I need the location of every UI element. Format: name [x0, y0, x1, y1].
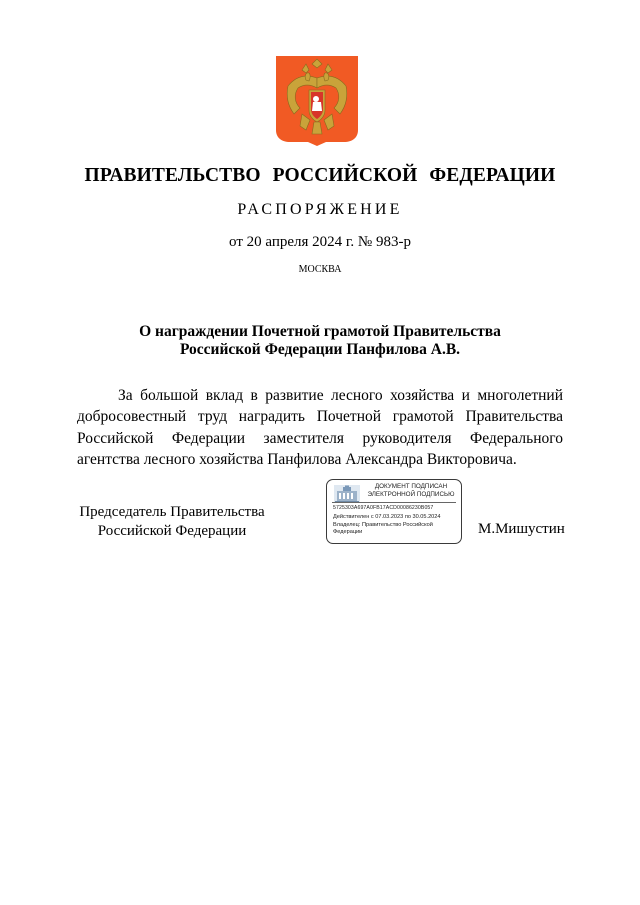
electronic-signature-stamp: [326, 479, 462, 544]
document-date: 20 апреля 2024 г.: [246, 234, 355, 250]
signatory-name: М.Мишустин: [478, 521, 565, 537]
number-label: №: [357, 234, 373, 250]
subject-line-1: О награждении Почетной грамотой Правительства: [139, 323, 501, 340]
document-body: [77, 385, 563, 470]
russian-coat-of-arms-icon: [276, 56, 358, 146]
subject-line-2: Российской Федерации Панфилова А.В.: [179, 341, 461, 358]
document-date-line: [0, 234, 640, 251]
date-prefix: от: [229, 234, 243, 250]
body-paragraph: За большой вклад в развитие лесного хозяйства и многолетний добросовестный труд наградить Почетной грамотой Правительства Российской Федерации заместителя руководителя Федерального агентства лесного хозяйства Панфилова Александра Викторовича.: [77, 387, 563, 468]
government-building-icon: [334, 485, 360, 503]
signatory-position: [70, 503, 274, 540]
document-subject: [0, 323, 640, 359]
document-number: 983-р: [375, 234, 411, 250]
certificate-owner: Владелец: Правительство Российской Федерации: [333, 522, 433, 535]
stamp-divider: [332, 502, 456, 503]
government-title: ПРАВИТЕЛЬСТВО РОССИЙСКОЙ ФЕДЕРАЦИИ: [84, 165, 556, 186]
position-line-2: Российской Федерации: [97, 522, 247, 539]
document-type: РАСПОРЯЖЕНИЕ: [237, 201, 403, 218]
coat-of-arms-emblem: [276, 56, 358, 146]
position-line-1: Председатель Правительства: [79, 504, 265, 520]
stamp-title: [362, 483, 460, 499]
certificate-validity: Действителен с 07.03.2023 по 30.05.2024: [333, 514, 441, 520]
stamp-title-line-1: ДОКУМЕНТ ПОДПИСАН: [374, 483, 448, 490]
certificate-number: 5725303A697A0FB17ACD00086230B057: [333, 505, 434, 511]
city: МОСКВА: [298, 264, 342, 275]
stamp-title-line-2: ЭЛЕКТРОННОЙ ПОДПИСЬЮ: [367, 491, 455, 498]
